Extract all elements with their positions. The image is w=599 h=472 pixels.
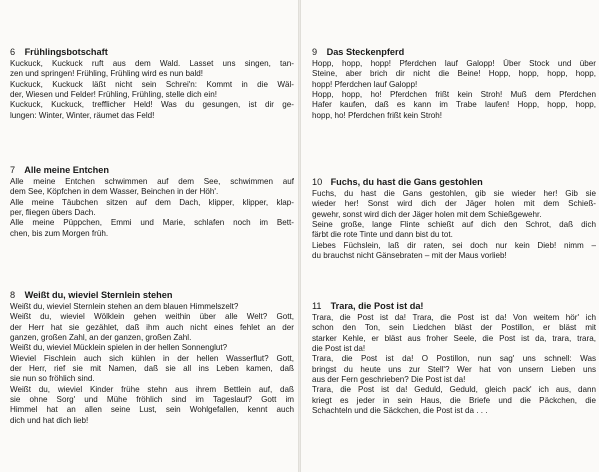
lyric-line: hopp! Pferdchen lauf Galopp! bbox=[312, 79, 418, 89]
left-page bbox=[0, 0, 298, 472]
song-title bbox=[312, 301, 596, 312]
lyric-line: schon den Ton, sein Liedchen bläst der Postillon, er bläst mit bbox=[312, 323, 596, 333]
song-number: 7 bbox=[10, 165, 16, 175]
lyric-line: der Herr hat sie gezählet, daß ihm auch nicht eines fehlet an der bbox=[10, 322, 294, 332]
right-page bbox=[301, 0, 599, 472]
lyric-line: bringst du heute uns zur Stell'? Wer hat von unsern Lieben uns bbox=[312, 364, 596, 374]
lyric-line: per, fliegen übers Dach. bbox=[10, 208, 96, 218]
lyric-line: Alle meine Entchen schwimmen auf dem See, schwimmen auf bbox=[10, 177, 294, 186]
lyric-line: Kuckuck, Kuckuck ruft aus dem Wald. Lasset uns singen, tan- bbox=[10, 59, 294, 68]
lyric-line: gewehr, sonst wird dich der Jäger holen mit dem Schießgewehr. bbox=[312, 209, 542, 219]
song-title bbox=[312, 177, 596, 188]
lyric-line: Alle meine Püppchen, Emmi und Marie, schlafen noch im Bett- bbox=[10, 218, 294, 228]
lyric-line: Weißt du, wieviel Sternlein stehen an dem blauen Himmelszelt? bbox=[10, 302, 239, 311]
lyric-line: Steine, aber brich dir nicht die Beine! Hopp, hopp, hopp, hopp, bbox=[312, 69, 596, 79]
lyric-line: chen, bis zum Morgen früh. bbox=[10, 228, 109, 238]
lyric-line: dich und hat dich lieb! bbox=[10, 415, 89, 425]
lyric-line: Kuckuck, Kuckuck, trefflicher Held! Was du gesungen, ist dir ge- bbox=[10, 100, 294, 110]
lyric-line: Trara, die Post ist da! Geduld, Geduld, gleich pack' ich aus, dann bbox=[312, 385, 596, 395]
lyric-line: wieder her! Sonst wird dich der Jäger holen mit dem Schieß- bbox=[312, 199, 596, 209]
lyric-line: ganzen, großen Zahl, an der ganzen, großen Zahl. bbox=[10, 333, 192, 343]
song-lyrics bbox=[312, 313, 596, 416]
lyric-line: sie ohne Sorg' und Mühe fröhlich sind im Tageslauf? Gott im bbox=[10, 395, 294, 405]
lyric-line: die Post ist da! bbox=[312, 344, 366, 354]
lyric-line: Alle meine Täubchen sitzen auf dem Dach, klipper, klipper, klap- bbox=[10, 197, 294, 207]
lyric-line: Hopp, hopp, hopp! Pferdchen lauf Galopp! Über Stock und über bbox=[312, 59, 596, 68]
song-10 bbox=[312, 177, 596, 261]
lyric-line: Liebes Füchslein, laß dir raten, sei doch nur kein Dieb! nimm – bbox=[312, 240, 596, 250]
lyric-line: du brauchst nicht Gänsebraten – mit der Maus vorlieb! bbox=[312, 251, 507, 261]
song-lyrics bbox=[10, 59, 294, 121]
song-6 bbox=[10, 47, 294, 121]
lyric-line: der, Wiesen und Felder! Frühling, Frühling, stelle dich ein! bbox=[10, 90, 217, 100]
song-lyrics bbox=[312, 59, 596, 121]
lyric-line: lungen: Winter, Winter, räumet das Feld! bbox=[10, 110, 155, 120]
song-title-text: Alle meine Entchen bbox=[24, 165, 109, 175]
song-7 bbox=[10, 165, 294, 239]
lyric-line: Himmel hat an allen seine Lust, sein Wohlgefallen, kennt auch bbox=[10, 405, 294, 415]
song-number: 8 bbox=[10, 290, 16, 300]
lyric-line: dem See, Köpfchen in dem Wasser, Beinchen in der Höh'. bbox=[10, 187, 219, 197]
song-number: 6 bbox=[10, 47, 16, 57]
lyric-line: kriegt es jeder in sein Haus, die Briefe und die Päckchen, die bbox=[312, 395, 596, 405]
song-title-text: Das Steckenpferd bbox=[326, 47, 405, 57]
lyric-line: aus der Fern geschrieben? Die Post ist da! bbox=[312, 375, 466, 385]
lyric-line: der Herr, rief sie mit Namen, daß sie all ins Leben kamen, daß bbox=[10, 364, 294, 374]
song-title bbox=[312, 47, 596, 58]
song-title bbox=[10, 47, 294, 58]
lyric-line: Weißt du, wieviel Wölklein gehen weithin über alle Welt? Gott, bbox=[10, 312, 294, 322]
song-number: 9 bbox=[312, 47, 318, 57]
song-title bbox=[10, 290, 294, 301]
song-11 bbox=[312, 301, 596, 416]
song-number: 11 bbox=[312, 301, 322, 311]
lyric-line: Fuchs, du hast die Gans gestohlen, gib sie wieder her! Gib sie bbox=[312, 189, 596, 198]
song-lyrics bbox=[10, 177, 294, 239]
song-lyrics bbox=[312, 189, 596, 261]
lyric-line: Trara, die Post ist da! Trara, die Post ist da! Von weitem hör' ich bbox=[312, 313, 596, 322]
song-title-text: Frühlingsbotschaft bbox=[24, 47, 108, 57]
song-title bbox=[10, 165, 294, 176]
song-title-text: Trara, die Post ist da! bbox=[330, 301, 424, 311]
lyric-line: Hafer kaufen, daß es kann im Trabe laufen! Hopp, hopp, hopp, bbox=[312, 100, 596, 110]
lyric-line: Trara, die Post ist da! O Postillon, nun sag' uns schnell: Was bbox=[312, 354, 596, 364]
lyric-line: färbt die rote Tinte und dann bist du tot. bbox=[312, 230, 453, 240]
song-title-text: Fuchs, du hast die Gans gestohlen bbox=[330, 177, 483, 187]
lyric-line: hopp, ho! Pferdchen frißt kein Stroh! bbox=[312, 110, 443, 120]
lyric-line: zen und springen! Frühling, Frühling wird es nun bald! bbox=[10, 69, 204, 79]
lyric-line: starker Kehle, er bläst aus froher Seele, die Post ist da, trara, trara, bbox=[312, 333, 596, 343]
lyric-line: Schachteln und die Säckchen, die Post ist da . . . bbox=[312, 406, 488, 416]
song-9 bbox=[312, 47, 596, 121]
song-8 bbox=[10, 290, 294, 426]
lyric-line: Weißt du, wieviel Mücklein spielen in der hellen Sonnenglut? bbox=[10, 343, 228, 353]
song-lyrics bbox=[10, 302, 294, 426]
lyric-line: Seine große, lange Flinte schießt auf dich den Schrot, daß dich bbox=[312, 220, 596, 230]
song-number: 10 bbox=[312, 177, 323, 187]
lyric-line: Hopp, hopp, ho! Pferdchen frißt kein Stroh! Muß dem Pferdchen bbox=[312, 90, 596, 100]
song-title-text: Weißt du, wieviel Sternlein stehen bbox=[24, 290, 173, 300]
lyric-line: sie nun so fröhlich sind. bbox=[10, 374, 95, 384]
lyric-line: Kuckuck, Kuckuck läßt nicht sein Schrei'n: Kommt in die Wäl- bbox=[10, 79, 294, 89]
lyric-line: Weißt du, wieviel Kinder frühe stehn aus ihrem Bettlein auf, daß bbox=[10, 384, 294, 394]
lyric-line: Wieviel Fischlein auch sich kühlen in der hellen Wasserflut? Gott, bbox=[10, 353, 294, 363]
